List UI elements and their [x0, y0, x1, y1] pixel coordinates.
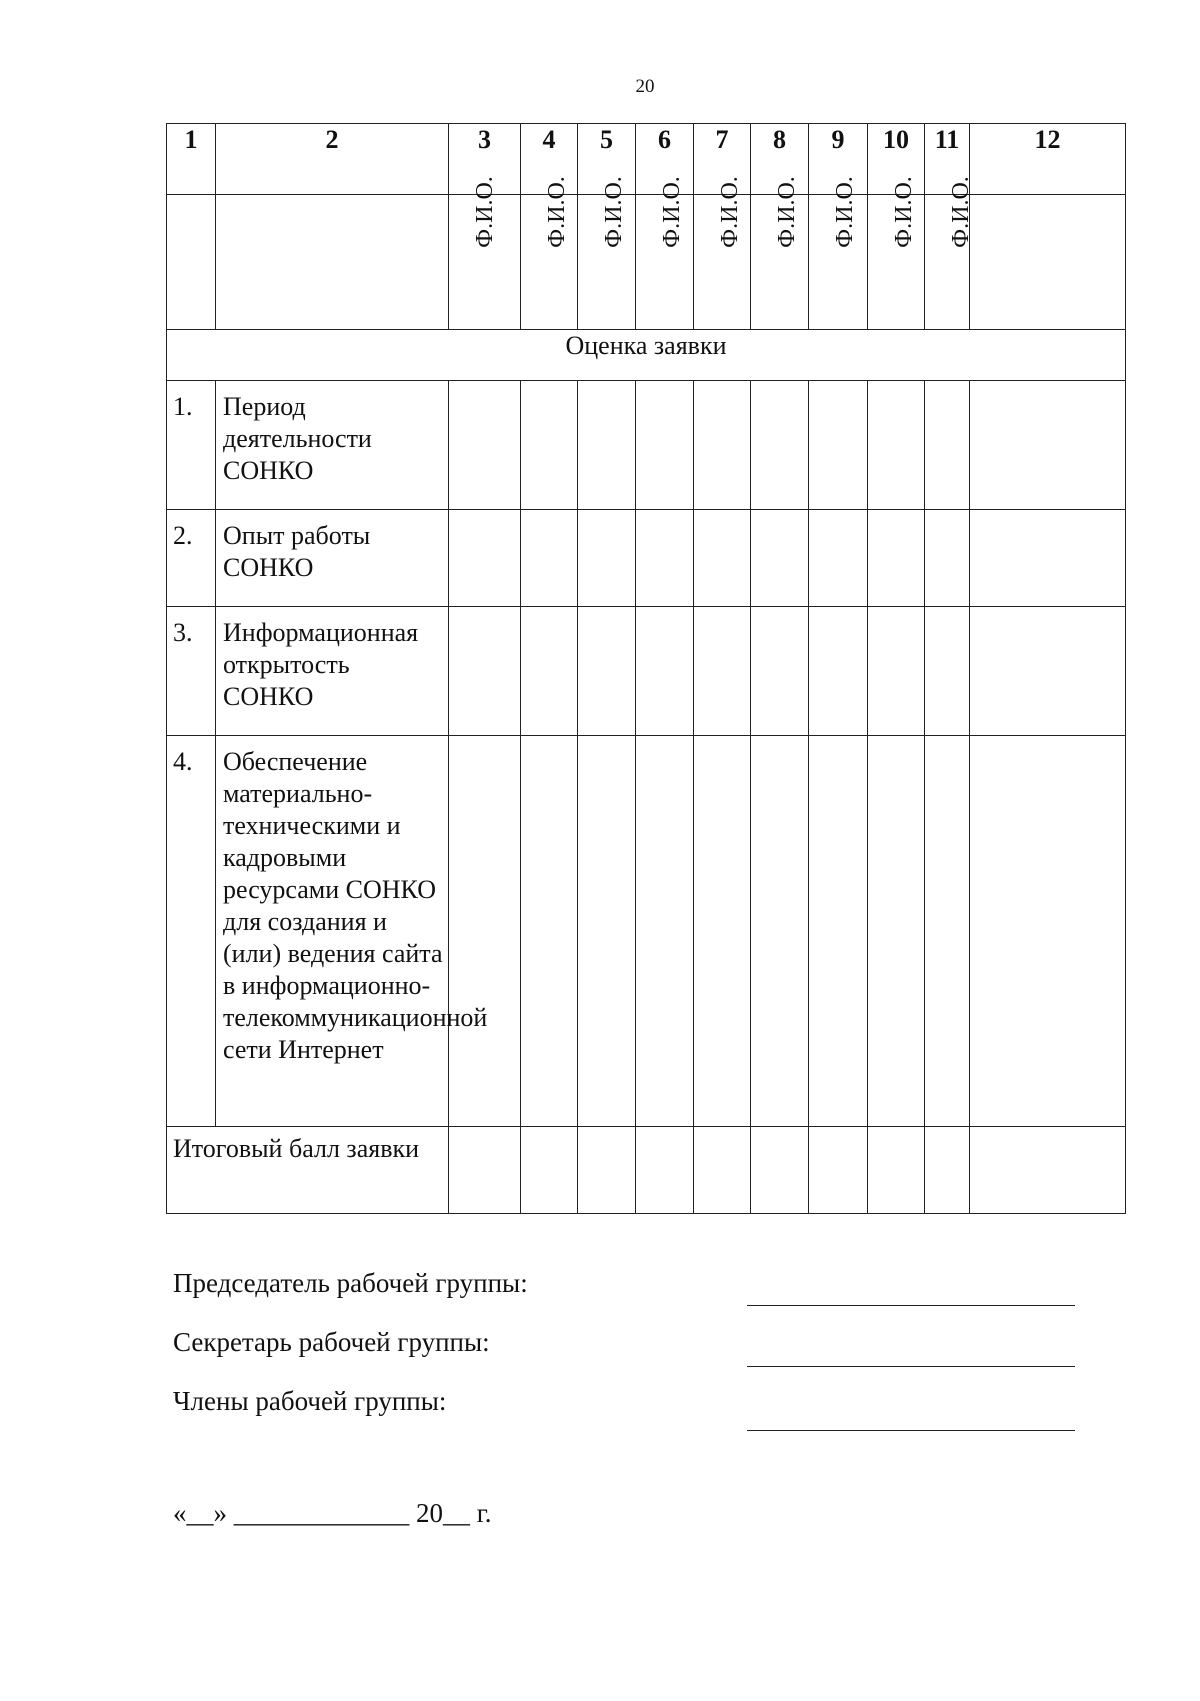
score-cell[interactable]	[694, 1127, 751, 1214]
score-cell[interactable]	[751, 510, 809, 607]
score-cell[interactable]	[636, 607, 694, 736]
page-number: 20	[635, 76, 655, 97]
score-cell[interactable]	[751, 736, 809, 1127]
section-title: Оценка заявки	[167, 330, 1126, 381]
chairman-signature-line[interactable]	[747, 1305, 1075, 1306]
score-cell[interactable]	[970, 1127, 1126, 1214]
score-cell[interactable]	[751, 607, 809, 736]
column-number: 1	[167, 124, 216, 195]
column-number: 11	[925, 124, 970, 195]
fio-label: Ф.И.О.	[716, 176, 743, 248]
score-cell[interactable]	[578, 1127, 636, 1214]
column-number: 8	[751, 124, 809, 195]
score-cell[interactable]	[970, 510, 1126, 607]
score-cell[interactable]	[868, 510, 925, 607]
fio-cell[interactable]	[809, 176, 868, 330]
score-cell[interactable]	[636, 510, 694, 607]
fio-label: Ф.И.О.	[471, 176, 498, 248]
fio-label: Ф.И.О.	[890, 176, 917, 248]
members-signature-line[interactable]	[747, 1430, 1075, 1431]
score-cell[interactable]	[521, 736, 578, 1127]
empty-cell	[970, 195, 1126, 330]
score-cell[interactable]	[751, 381, 809, 510]
score-cell[interactable]	[970, 381, 1126, 510]
score-cell[interactable]	[694, 510, 751, 607]
score-cell[interactable]	[751, 1127, 809, 1214]
score-cell[interactable]	[449, 381, 521, 510]
score-cell[interactable]	[636, 381, 694, 510]
column-number: 5	[578, 124, 636, 195]
score-cell[interactable]	[970, 607, 1126, 736]
secretary-label: Секретарь рабочей группы:	[173, 1327, 490, 1357]
score-cell[interactable]	[521, 1127, 578, 1214]
criterion-label: Период деятельности СОНКО	[216, 381, 449, 510]
score-cell[interactable]	[449, 607, 521, 736]
criterion-row	[167, 510, 1126, 607]
score-cell[interactable]	[809, 1127, 868, 1214]
total-row	[167, 1127, 1126, 1214]
score-cell[interactable]	[636, 1127, 694, 1214]
score-cell[interactable]	[925, 736, 970, 1127]
score-cell[interactable]	[868, 607, 925, 736]
column-number: 10	[868, 124, 925, 195]
criterion-label: Обеспечение материально-техническими и кадровыми ресурсами СОНКО для создания и (или) ведения сайта в информационно-телекоммуникационной сети Интернет	[216, 736, 449, 1127]
fio-label: Ф.И.О.	[947, 176, 974, 248]
fio-cell[interactable]	[751, 176, 809, 330]
score-cell[interactable]	[970, 736, 1126, 1127]
column-number: 2	[216, 124, 449, 195]
score-cell[interactable]	[578, 607, 636, 736]
score-cell[interactable]	[809, 381, 868, 510]
criterion-row	[167, 607, 1126, 736]
score-cell[interactable]	[521, 381, 578, 510]
fio-label: Ф.И.О.	[773, 176, 800, 248]
row-number: 3.	[167, 607, 216, 736]
fio-cell[interactable]	[925, 176, 974, 330]
score-cell[interactable]	[868, 381, 925, 510]
column-number: 9	[809, 124, 868, 195]
score-cell[interactable]	[578, 381, 636, 510]
score-cell[interactable]	[868, 736, 925, 1127]
score-cell[interactable]	[521, 607, 578, 736]
score-cell[interactable]	[521, 510, 578, 607]
score-cell[interactable]	[925, 607, 970, 736]
score-cell[interactable]	[925, 510, 970, 607]
score-cell[interactable]	[694, 381, 751, 510]
score-cell[interactable]	[578, 736, 636, 1127]
score-cell[interactable]	[578, 510, 636, 607]
fio-label: Ф.И.О.	[543, 176, 570, 248]
fio-cell[interactable]	[578, 176, 636, 330]
fio-cell[interactable]	[636, 176, 694, 330]
fio-label: Ф.И.О.	[831, 176, 858, 248]
criterion-label: Опыт работы СОНКО	[216, 510, 449, 607]
total-label: Итоговый балл заявки	[167, 1127, 449, 1214]
fio-label: Ф.И.О.	[658, 176, 685, 248]
score-cell[interactable]	[809, 607, 868, 736]
column-number: 4	[521, 124, 578, 195]
fio-cell[interactable]	[868, 176, 925, 330]
score-cell[interactable]	[809, 510, 868, 607]
column-number: 3	[449, 124, 521, 195]
header-row	[167, 124, 1126, 195]
column-number: 12	[970, 124, 1126, 195]
empty-cell	[216, 195, 449, 330]
column-number: 7	[694, 124, 751, 195]
fio-row	[167, 195, 1126, 330]
score-cell[interactable]	[925, 381, 970, 510]
score-cell[interactable]	[694, 736, 751, 1127]
row-number: 2.	[167, 510, 216, 607]
secretary-signature-line[interactable]	[747, 1366, 1075, 1367]
score-cell[interactable]	[449, 510, 521, 607]
score-cell[interactable]	[449, 1127, 521, 1214]
evaluation-table	[166, 123, 1126, 1214]
score-cell[interactable]	[809, 736, 868, 1127]
empty-cell	[167, 195, 216, 330]
criterion-label: Информационная открытость СОНКО	[216, 607, 449, 736]
criterion-row	[167, 736, 1126, 1127]
fio-cell[interactable]	[694, 176, 751, 330]
score-cell[interactable]	[868, 1127, 925, 1214]
date-line: «__» _____________ 20__ г.	[173, 1498, 492, 1528]
score-cell[interactable]	[694, 607, 751, 736]
column-number: 6	[636, 124, 694, 195]
chairman-label: Председатель рабочей группы:	[173, 1268, 528, 1298]
fio-cell[interactable]	[449, 176, 521, 330]
row-number: 4.	[167, 736, 216, 1127]
fio-cell[interactable]	[521, 176, 578, 330]
section-row	[167, 330, 1126, 381]
score-cell[interactable]	[449, 736, 521, 1127]
fio-label: Ф.И.О.	[600, 176, 627, 248]
members-label: Члены рабочей группы:	[173, 1386, 447, 1416]
row-number: 1.	[167, 381, 216, 510]
criterion-row	[167, 381, 1126, 510]
score-cell[interactable]	[925, 1127, 970, 1214]
score-cell[interactable]	[636, 736, 694, 1127]
